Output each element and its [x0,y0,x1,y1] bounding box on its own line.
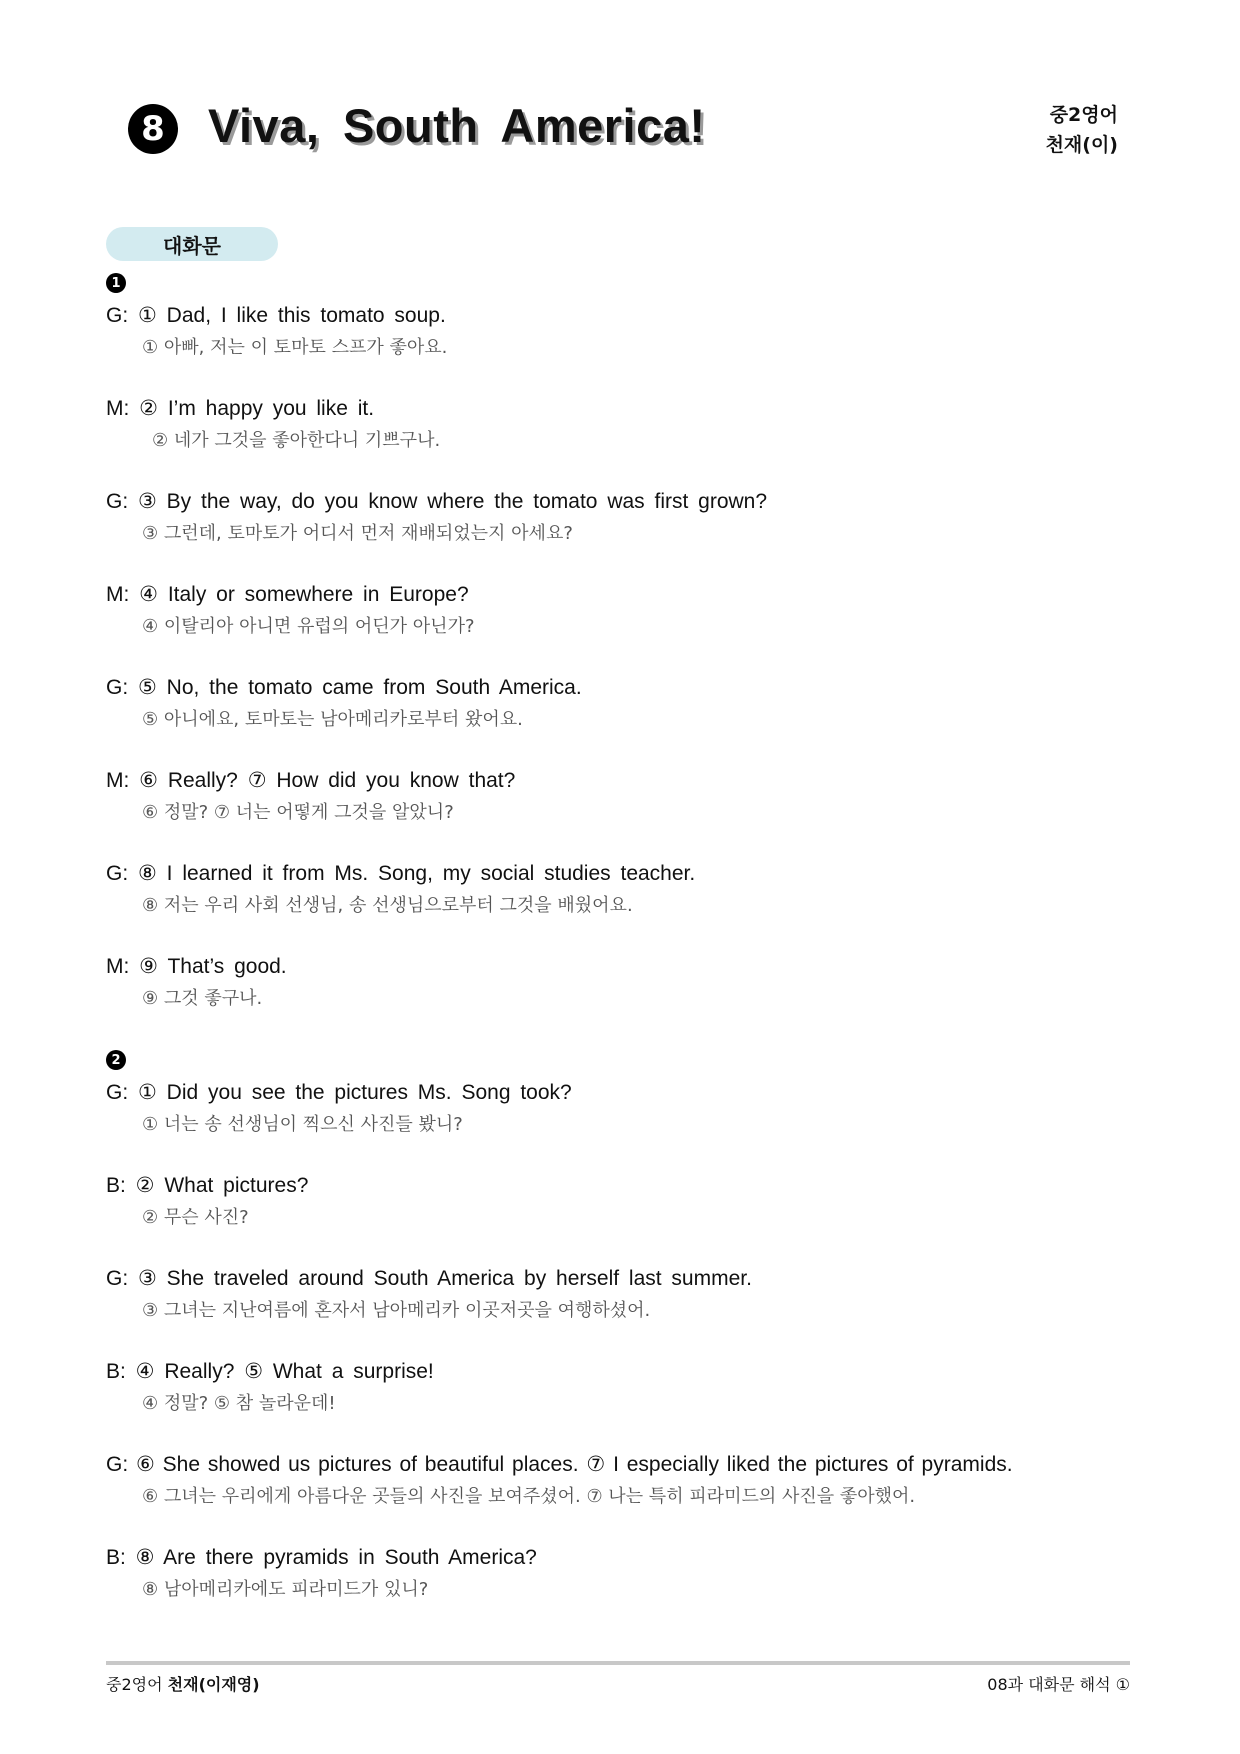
korean-translation: ⑨ 그것 좋구나. [142,988,263,1009]
footer-divider [106,1661,1130,1665]
lesson-number-badge: 8 [128,104,178,154]
korean-translation: ① 아빠, 저는 이 토마토 스프가 좋아요. [142,337,448,358]
english-sentence: G: ⑥ She showed us pictures of beautiful places. ⑦ I especially liked the pictures of pyramids. [106,1453,1013,1476]
dialogue-number-badge: 1 [106,273,126,293]
dialogue-line [106,1359,434,1416]
dialogue-line [106,675,582,732]
dialogue-line [106,396,440,453]
dialogue-line [106,582,475,639]
korean-translation: ② 무슨 사진? [142,1207,249,1228]
footer-grade: 중2영어 [106,1675,163,1694]
footer-left [106,1672,260,1695]
dialogue-line [106,954,287,1011]
korean-translation: ⑧ 남아메리카에도 피라미드가 있니? [142,1579,429,1600]
dialogue-line [106,1173,308,1230]
english-sentence: M: ⑥ Really? ⑦ How did you know that? [106,769,516,792]
korean-translation: ⑥ 정말? ⑦ 너는 어떻게 그것을 알았니? [142,802,454,823]
grade-label: 중2영어 [1049,104,1118,126]
footer-right: 08과 대화문 해석 ① [987,1675,1130,1694]
english-sentence: M: ⑨ That’s good. [106,955,287,978]
page-header [0,0,1240,190]
korean-translation: ① 너는 송 선생님이 찍으신 사진들 봤니? [142,1114,463,1135]
english-sentence: G: ③ She traveled around South America by herself last summer. [106,1267,752,1290]
section-label: 대화문 [106,227,278,261]
dialogue-line [106,1080,572,1137]
dialogue-line [106,489,767,546]
english-sentence: G: ① Did you see the pictures Ms. Song took? [106,1081,572,1104]
english-sentence: M: ④ Italy or somewhere in Europe? [106,583,469,606]
korean-translation: ② 네가 그것을 좋아한다니 기쁘구나. [152,430,441,451]
english-sentence: G: ③ By the way, do you know where the tomato was first grown? [106,490,768,513]
dialogue-line [106,1545,537,1602]
dialogue-line [106,861,695,918]
korean-translation: ④ 이탈리아 아니면 유럽의 어딘가 아닌가? [142,616,475,637]
english-sentence: G: ① Dad, I like this tomato soup. [106,304,446,327]
publisher-label: 천재(이) [1045,134,1118,156]
textbook-meta [1046,100,1118,160]
dialogue-number-badge: 2 [106,1050,126,1070]
english-sentence: B: ② What pictures? [106,1174,309,1197]
english-sentence: G: ⑤ No, the tomato came from South America. [106,676,582,699]
english-sentence: B: ⑧ Are there pyramids in South America? [106,1546,537,1569]
dialogue-line [106,1452,1013,1509]
english-sentence: M: ② I’m happy you like it. [106,397,375,420]
dialogue-line [106,303,447,360]
dialogue-line [106,768,515,825]
footer-publisher: 천재(이재영) [167,1675,260,1694]
dialogue-line [106,1266,752,1323]
korean-translation: ④ 정말? ⑤ 참 놀라운데! [142,1393,336,1414]
korean-translation: ③ 그런데, 토마토가 어디서 먼저 재배되었는지 아세요? [142,523,573,544]
lesson-title: Viva, South America! [208,99,706,152]
english-sentence: G: ⑧ I learned it from Ms. Song, my social studies teacher. [106,862,696,885]
korean-translation: ⑧ 저는 우리 사회 선생님, 송 선생님으로부터 그것을 배웠어요. [142,895,633,916]
korean-translation: ⑤ 아니에요, 토마토는 남아메리카로부터 왔어요. [142,709,523,730]
english-sentence: B: ④ Really? ⑤ What a surprise! [106,1360,434,1383]
korean-translation: ③ 그녀는 지난여름에 혼자서 남아메리카 이곳저곳을 여행하셨어. [142,1300,651,1321]
korean-translation: ⑥ 그녀는 우리에게 아름다운 곳들의 사진을 보여주셨어. ⑦ 나는 특히 피라미드의 사진을 좋아했어. [142,1486,916,1507]
